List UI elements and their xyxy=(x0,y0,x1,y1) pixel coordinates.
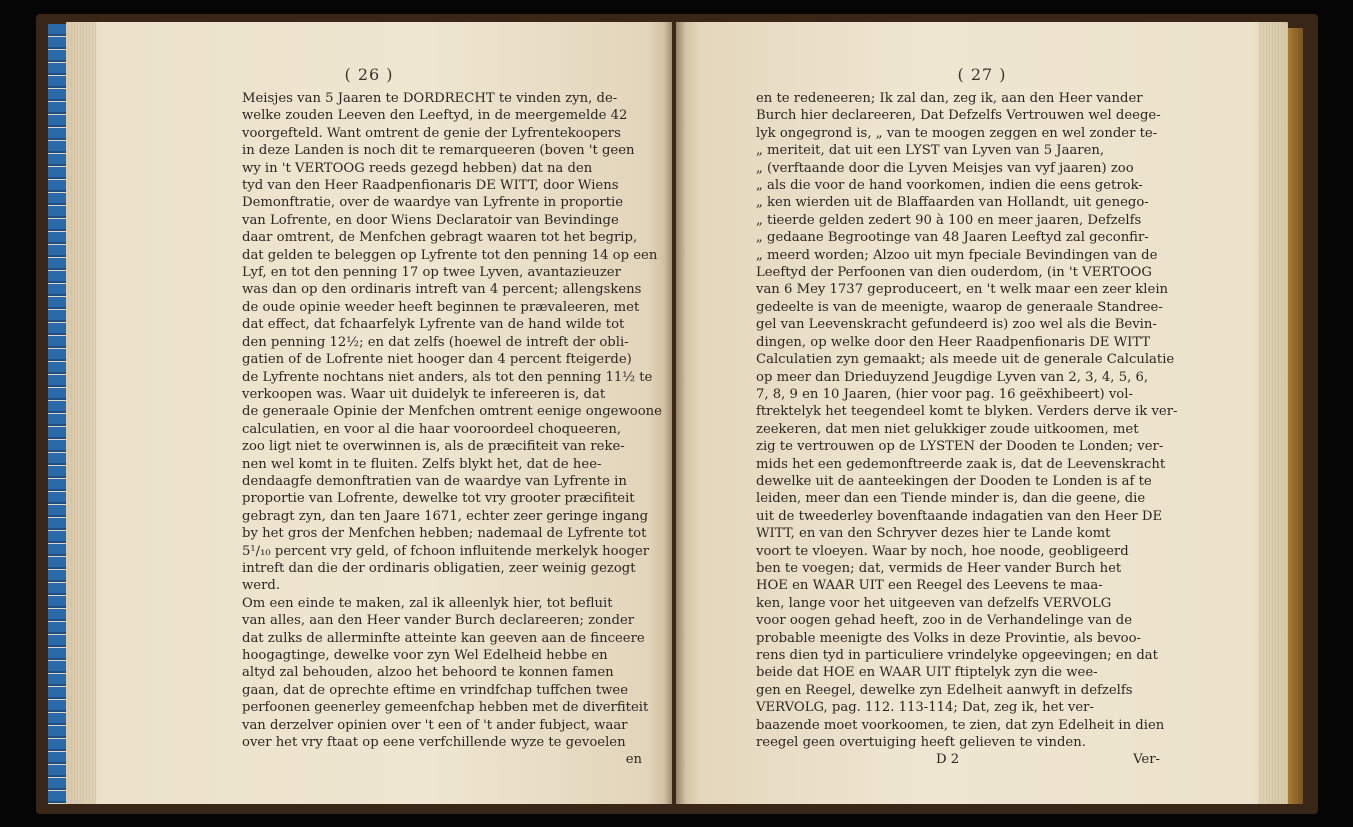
text-line: zoo ligt niet te overwinnen is, als de præcifiteit van reke- xyxy=(242,439,625,455)
text-line: voorgefteld. Want omtrent de genie der Lyfrentekoopers xyxy=(242,125,621,141)
text-line: 7, 8, 9 en 10 Jaaren, (hier voor pag. 16 geëxhibeert) vol- xyxy=(756,386,1133,402)
text-line: proportie van Lofrente, dewelke tot vry grooter præcifiteit xyxy=(242,491,635,507)
left-page-body xyxy=(242,90,662,769)
text-line: intreft dan die der ordinaris obligatien, zeer weinig gezogt xyxy=(242,560,636,576)
text-line: dewelke uit de aanteekingen der Dooden te Londen is af te xyxy=(756,473,1152,489)
text-line: gaan, dat de oprechte eftime en vrindfchap tuffchen twee xyxy=(242,682,629,698)
text-line: 5¹/₁₀ percent vry geld, of fchoon influitende merkelyk hooger xyxy=(242,543,650,559)
text-line: Burch hier declareeren, Dat Defzelfs Vertrouwen wel deege- xyxy=(756,108,1161,124)
text-line: „ meriteit, dat uit een LYST van Lyven van 5 Jaaren, xyxy=(756,143,1105,159)
page-stack-right xyxy=(1258,22,1288,804)
text-line: en te redeneeren; Ik zal dan, zeg ik, aan den Heer vander xyxy=(756,91,1143,106)
text-line: calculatien, en voor al die haar vooroordeel choqueeren, xyxy=(242,421,622,437)
text-line: by het gros der Menfchen hebben; nademaal de Lyfrente tot xyxy=(242,526,647,542)
text-line: dat effect, dat fchaarfelyk Lyfrente van de hand wilde tot xyxy=(242,317,625,333)
text-line: voort te vloeyen. Waar by noch, hoe noode, geobligeerd xyxy=(756,543,1129,559)
text-line: dat gelden te beleggen op Lyfrente tot den penning 14 op een xyxy=(242,247,658,263)
text-line: over het vry ftaat op eene verfchillende wyze te gevoelen xyxy=(242,735,626,751)
text-line: „ (verftaande door die Lyven Meisjes van vyf jaaren) zoo xyxy=(756,160,1134,176)
text-line: perfoonen geenerley gemeenfchap hebben met de diverfiteit xyxy=(242,700,649,716)
text-line: van Lofrente, en door Wiens Declaratoir van Bevindinge xyxy=(242,212,619,228)
text-line: tyd van den Heer Raadpenfionaris DE WITT, door Wiens xyxy=(242,178,619,194)
text-line: de oude opinie weeder heeft beginnen te prævaleeren, met xyxy=(242,299,640,315)
signature-mark: D 2 xyxy=(936,752,960,768)
text-line: de generaale Opinie der Menfchen omtrent eenige ongewoone xyxy=(242,404,662,420)
text-line: zeekeren, dat men niet gelukkiger zoude uitkoomen, met xyxy=(756,421,1139,437)
right-page xyxy=(676,22,1288,804)
text-line: Lyf, en tot den penning 17 op twee Lyven, avantazieuzer xyxy=(242,265,621,281)
text-line: HOE en WAAR UIT een Reegel des Leevens te maa- xyxy=(756,578,1103,594)
text-line: dingen, op welke door den Heer Raadpenfionaris DE WITT xyxy=(756,334,1151,350)
text-line: van 6 Mey 1737 geproduceert, en 't welk maar een zeer klein xyxy=(756,282,1169,298)
text-line: reegel geen overtuiging heeft gelieven te vinden. xyxy=(756,735,1086,751)
text-line: ftrektelyk het teegendeel komt te blyken. Verders derve ik ver- xyxy=(756,404,1178,420)
text-line: gatien of de Lofrente niet hooger dan 4 percent fteigerde) xyxy=(242,352,632,368)
text-line: de Lyfrente nochtans niet anders, als tot den penning 11½ te xyxy=(242,369,653,385)
text-line: altyd zal behouden, alzoo het behoord te konnen famen xyxy=(242,665,614,681)
right-page-body xyxy=(756,90,1178,769)
text-line: WITT, en van den Schryver dezes hier te Lande komt xyxy=(756,526,1111,542)
catchword: en xyxy=(625,752,642,768)
text-line: zig te vertrouwen op de LYSTEN der Dooden te Londen; ver- xyxy=(756,439,1164,455)
marbled-edge-left xyxy=(48,24,68,804)
text-line: verkoopen was. Waar uit duidelyk te infereeren is, dat xyxy=(242,386,606,402)
right-page-number: ( 27 ) xyxy=(957,65,1007,84)
book-gutter xyxy=(664,22,686,804)
text-line: beide dat HOE en WAAR UIT ftiptelyk zyn die wee- xyxy=(756,665,1098,681)
text-line: Demonftratie, over de waardye van Lyfrente in proportie xyxy=(242,195,624,211)
text-line: Om een einde te maken, zal ik alleenlyk hier, tot befluit xyxy=(242,595,613,611)
text-line: gel van Leevenskracht gefundeerd is) zoo wel als die Bevin- xyxy=(756,317,1157,333)
left-page xyxy=(66,22,672,804)
text-line: Leeftyd der Perfoonen van dien ouderdom, (in 't VERTOOG xyxy=(756,265,1152,281)
text-line: werd. xyxy=(242,578,281,594)
text-line: gedeelte is van de meenigte, waarop de generaale Standree- xyxy=(756,299,1163,315)
text-line: VERVOLG, pag. 112. 113-114; Dat, zeg ik, het ver- xyxy=(756,700,1094,716)
text-line: ken, lange voor het uitgeeven van defzelfs VERVOLG xyxy=(756,595,1112,611)
text-line: leiden, meer dan een Tiende minder is, dan die geene, die xyxy=(756,491,1146,507)
text-line: „ tieerde gelden zedert 90 à 100 en meer jaaren, Defzelfs xyxy=(756,212,1142,228)
text-line: wy in 't VERTOOG reeds gezegd hebben) dat na den xyxy=(242,160,593,176)
text-line: „ als die voor de hand voorkomen, indien die eens getrok- xyxy=(756,178,1143,194)
text-line: voor oogen gehad heeft, zoo in de Verhandelinge van de xyxy=(756,613,1133,629)
text-line: hoogagtinge, dewelke voor zyn Wel Edelheid hebbe en xyxy=(242,648,608,663)
text-line: uit de tweederley bovenftaande indagatien van den Heer DE xyxy=(756,508,1163,524)
text-line: ben te voegen; dat, vermids de Heer vander Burch het xyxy=(756,560,1122,576)
text-line: welke zouden Leeven den Leeftyd, in de meergemelde 42 xyxy=(242,108,628,124)
text-line: mids het een gedemonftreerde zaak is, dat de Leevenskracht xyxy=(756,456,1166,472)
text-line: „ gedaane Begrootinge van 48 Jaaren Leeftyd zal geconfir- xyxy=(756,230,1149,246)
text-line: was dan op den ordinaris intreft van 4 percent; allengskens xyxy=(242,282,642,298)
page-stack-left xyxy=(66,22,96,804)
text-line: „ meerd worden; Alzoo uit myn fpeciale Bevindingen van de xyxy=(756,247,1158,263)
text-line: op meer dan Drieduyzend Jeugdige Lyven van 2, 3, 4, 5, 6, xyxy=(756,369,1149,385)
text-line: dat zulks de allerminfte atteinte kan geeven aan de finceere xyxy=(242,630,645,646)
text-line: Calculatien zyn gemaakt; als meede uit de generale Calculatie xyxy=(756,352,1175,368)
text-line: den penning 12½; en dat zelfs (hoewel de intreft der obli- xyxy=(242,334,629,350)
text-line: lyk ongegrond is, „ van te moogen zeggen en wel zonder te- xyxy=(756,125,1158,141)
text-line: gebragt zyn, dan ten Jaare 1671, echter zeer geringe ingang xyxy=(242,508,649,524)
text-line: Meisjes van 5 Jaaren te DORDRECHT te vinden zyn, de- xyxy=(242,91,618,106)
text-line: daar omtrent, de Menfchen gebragt waaren tot het begrip, xyxy=(242,230,638,246)
text-line: gen en Reegel, dewelke zyn Edelheit aanwyft in defzelfs xyxy=(756,682,1133,698)
left-page-number: ( 26 ) xyxy=(344,65,394,84)
text-line: rens dien tyd in particuliere vrindelyke opgeevingen; en dat xyxy=(756,648,1158,663)
text-line: probable meenigte des Volks in deze Provintie, als bevoo- xyxy=(756,630,1141,646)
catchword: Ver- xyxy=(1133,752,1160,768)
text-line: nen wel komt in te fluiten. Zelfs blykt het, dat de hee- xyxy=(242,456,602,472)
text-line: in deze Landen is noch dit te remarqueeren (boven 't geen xyxy=(242,143,635,159)
text-line: van derzelver opinien over 't een of 't ander fubject, waar xyxy=(242,717,628,733)
text-line: dendaagfe demonftratien van de waardye van Lyfrente in xyxy=(242,473,627,489)
text-line: „ ken wierden uit de Blaffaarden van Hollandt, uit genego- xyxy=(756,195,1149,211)
text-line: van alles, aan den Heer vander Burch declareeren; zonder xyxy=(242,613,635,629)
signature-line xyxy=(756,751,1160,768)
text-line: baazende moet voorkoomen, te zien, dat zyn Edelheit in dien xyxy=(756,717,1165,733)
